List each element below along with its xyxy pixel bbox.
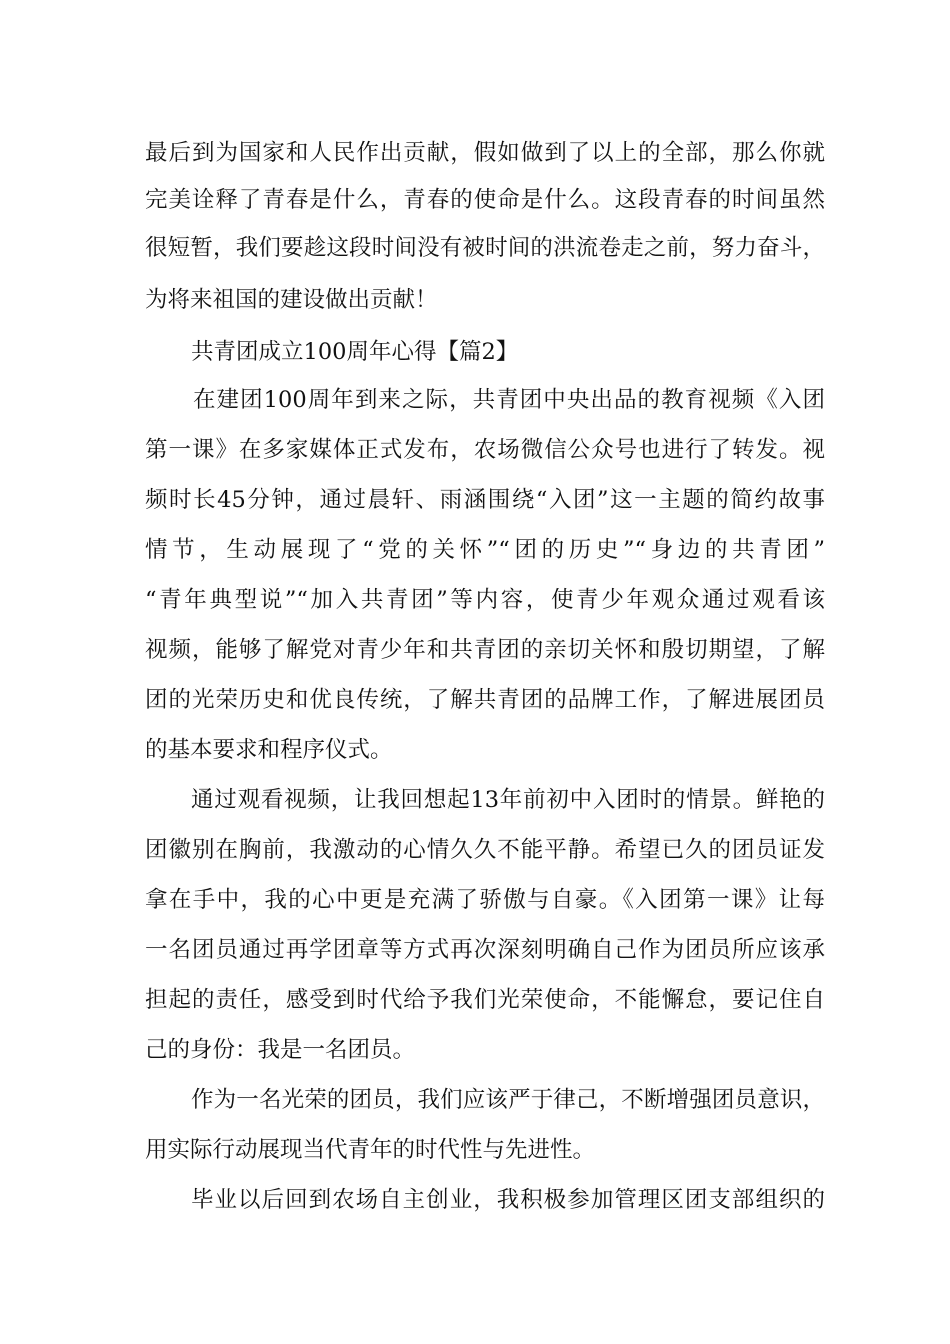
paragraph-3-line-2: 用实际行动展现当代青年的时代性与先进性。	[145, 1137, 596, 1163]
intro-line-3: 很短暂，我们要趁这段时间没有被时间的洪流卷走之前，努力奋斗，	[145, 235, 825, 261]
paragraph-2-line-5: 担起的责任，感受到时代给予我们光荣使命，不能懈怠，要记住自	[145, 987, 825, 1013]
paragraph-3-line-1: 作为一名光荣的团员，我们应该严于律己，不断增强团员意识，	[191, 1087, 825, 1113]
paragraph-2-line-6: 己的身份：我是一名团员。	[145, 1037, 416, 1063]
paragraph-1-line-4: 情节，生动展现了“党的关怀”“团的历史”“身边的共青团”	[145, 537, 825, 563]
intro-line-4: 为将来祖国的建设做出贡献！	[145, 287, 438, 313]
paragraph-2-line-3: 拿在手中，我的心中更是充满了骄傲与自豪。《入团第一课》让每	[145, 887, 825, 913]
paragraph-1-line-1: 在建团100周年到来之际，共青团中央出品的教育视频《入团	[193, 387, 825, 413]
section-heading: 共青团成立100周年心得【篇2】	[191, 339, 519, 365]
paragraph-1-line-6: 视频，能够了解党对青少年和共青团的亲切关怀和殷切期望，了解	[145, 637, 825, 663]
paragraph-1-line-8: 的基本要求和程序仪式。	[145, 737, 393, 763]
intro-line-2: 完美诠释了青春是什么，青春的使命是什么。这段青春的时间虽然	[145, 187, 825, 213]
paragraph-2-line-2: 团徽别在胸前，我激动的心情久久不能平静。希望已久的团员证发	[145, 837, 825, 863]
paragraph-1-line-2: 第一课》在多家媒体正式发布，农场微信公众号也进行了转发。视	[145, 437, 825, 463]
paragraph-1-line-7: 团的光荣历史和优良传统，了解共青团的品牌工作，了解进展团员	[145, 687, 825, 713]
paragraph-4-line-1: 毕业以后回到农场自主创业，我积极参加管理区团支部组织的	[191, 1187, 825, 1213]
paragraph-1-line-3: 频时长45分钟，通过晨轩、雨涵围绕“入团”这一主题的简约故事	[145, 487, 825, 513]
paragraph-2-line-4: 一名团员通过再学团章等方式再次深刻明确自己作为团员所应该承	[145, 937, 825, 963]
intro-line-1: 最后到为国家和人民作出贡献，假如做到了以上的全部，那么你就	[145, 140, 825, 166]
paragraph-1-line-5: “青年典型说”“加入共青团”等内容，使青少年观众通过观看该	[145, 587, 825, 613]
paragraph-2-line-1: 通过观看视频，让我回想起13年前初中入团时的情景。鲜艳的	[191, 787, 825, 813]
